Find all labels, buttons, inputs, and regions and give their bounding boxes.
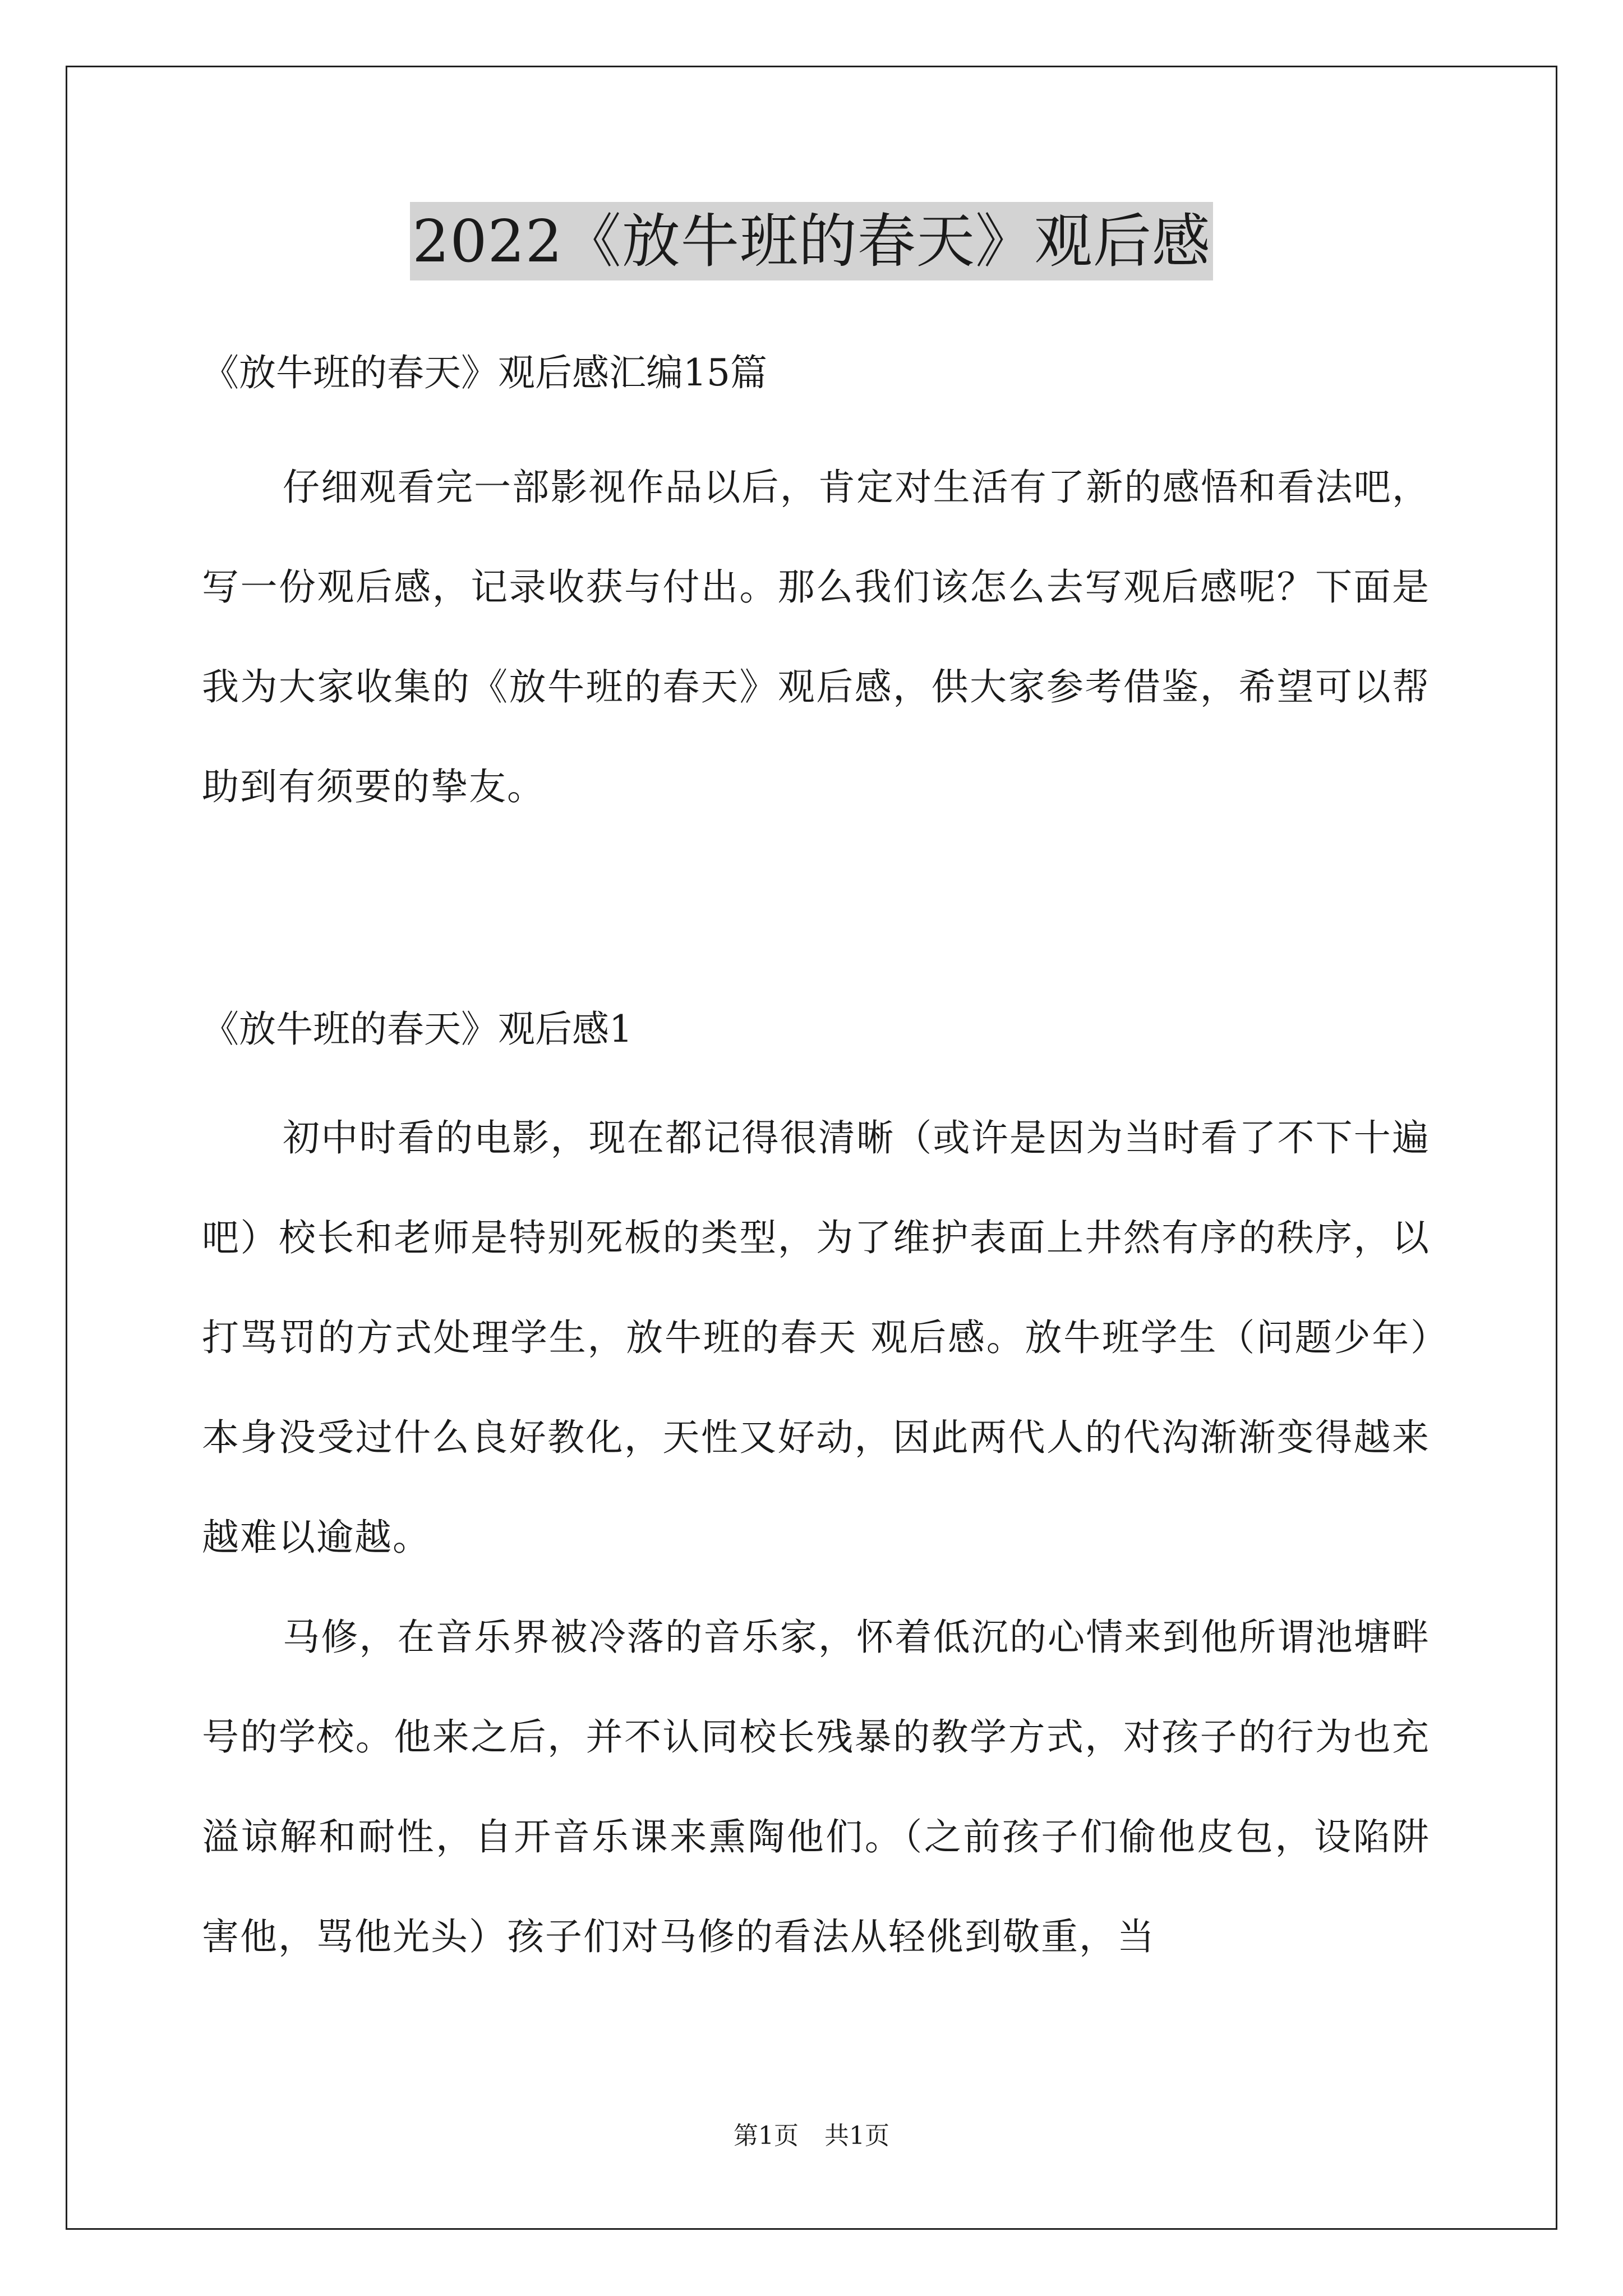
intro-paragraph: 仔细观看完一部影视作品以后，肯定对生活有了新的感悟和看法吧，写一份观后感，记录收获与付出。那么我们该怎么去写观后感呢？下面是我为大家收集的《放牛班的春天》观后感，供大家参考借鉴，希望可以帮助到有须要的挚友。 bbox=[202, 466, 1430, 808]
body-paragraph-2: 马修，在音乐界被冷落的音乐家，怀着低沉的心情来到他所谓池塘畔号的学校。他来之后，并不认同校长残暴的教学方式，对孩子的行为也充溢谅解和耐性，自开音乐课来熏陶他们。（之前孩子们偷他皮包，设陷阱害他，骂他光头）孩子们对马修的看法从轻佻到敬重，当 bbox=[202, 1616, 1430, 1958]
page-total: 共1页 bbox=[824, 2122, 889, 2150]
body-paragraph-1: 初中时看的电影，现在都记得很清晰（或许是因为当时看了不下十遍吧）校长和老师是特别死板的类型，为了维护表面上井然有序的秩序，以打骂罚的方式处理学生，放牛班的春天 观后感。放牛班学生（问题少年）本身没受过什么良好教化，天性又好动，因此两代人的代沟渐渐变得越来越难以逾越。 bbox=[202, 1116, 1430, 1559]
title-container bbox=[0, 202, 1623, 280]
page-footer bbox=[0, 2119, 1623, 2153]
page-number: 第1页 bbox=[734, 2122, 799, 2150]
document-subtitle: 《放牛班的春天》观后感汇编15篇 bbox=[202, 351, 767, 394]
document-title: 2022《放牛班的春天》观后感 bbox=[410, 202, 1213, 280]
section-heading: 《放牛班的春天》观后感1 bbox=[202, 1007, 633, 1051]
